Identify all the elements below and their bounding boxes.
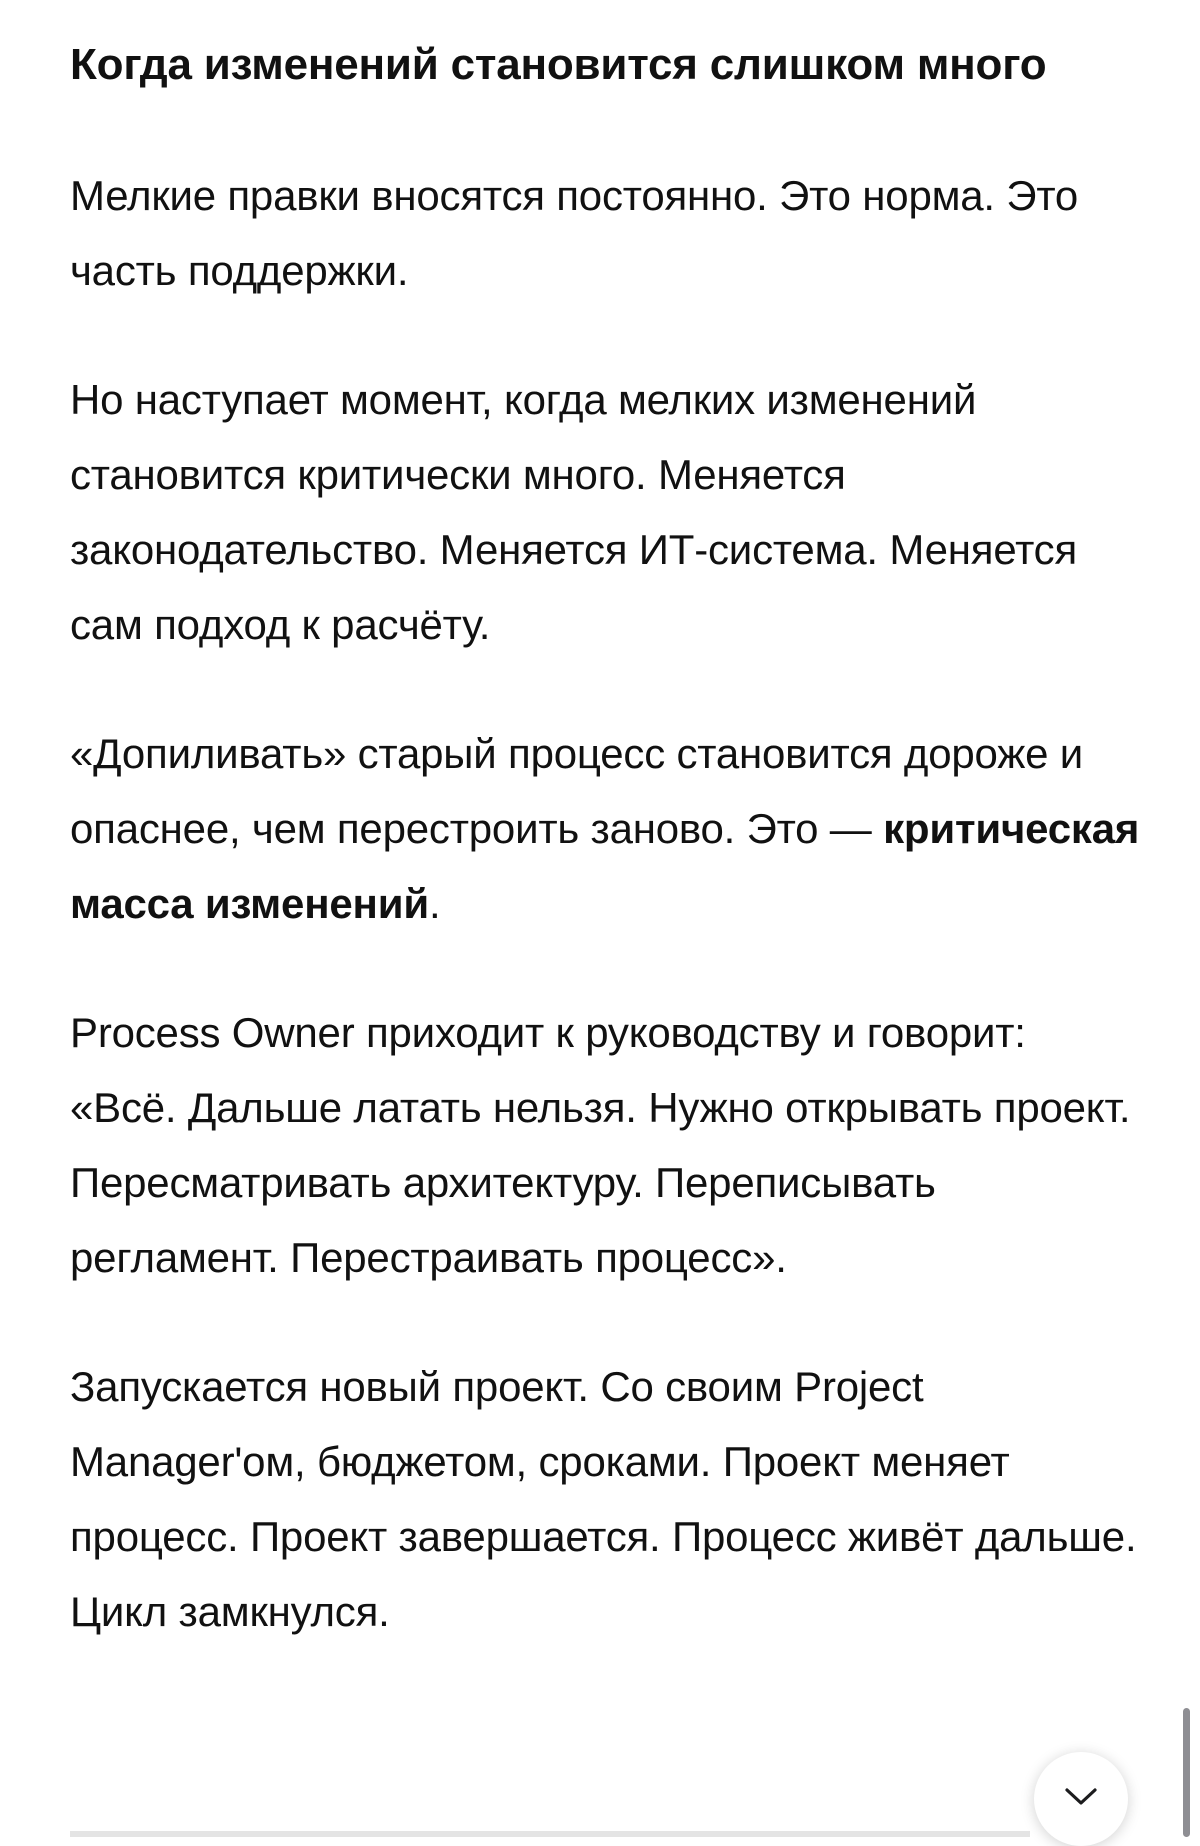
paragraph-5: Запускается новый проект. Со своим Project Manager'ом, бюджетом, сроками. Проект меняет процесс. Проект завершается. Процесс живёт дальше. Цикл замкнулся. [70,1363,1137,1635]
paragraph-3-text: «Допиливать» старый процесс становится дороже и опаснее, чем перестроить заново. Это — [70,730,1084,852]
chevron-down-icon [1064,1787,1098,1807]
scroll-down-button[interactable] [1034,1752,1128,1846]
paragraph-3 [70,716,1140,941]
section-heading: Когда изменений становится слишком много [70,40,1047,89]
content-divider [70,1831,1030,1837]
paragraph-1: Мелкие правки вносятся постоянно. Это норма. Это часть поддержки. [70,172,1079,294]
paragraph-4: Process Owner приходит к руководству и говорит: «Всё. Дальше латать нельзя. Нужно открывать проект. Пересматривать архитектуру. Переписывать регламент. Перестраивать процесс». [70,1009,1131,1281]
paragraph-3-end: . [428,880,441,927]
article [70,30,1140,1703]
paragraph-2: Но наступает момент, когда мелких изменений становится критически много. Меняется законодательство. Меняется ИТ-система. Меняется сам подход к расчёту. [70,376,1077,648]
paragraph-3-bold: критическая масса изменений [70,805,1140,927]
scrollbar[interactable] [1183,1708,1190,1837]
